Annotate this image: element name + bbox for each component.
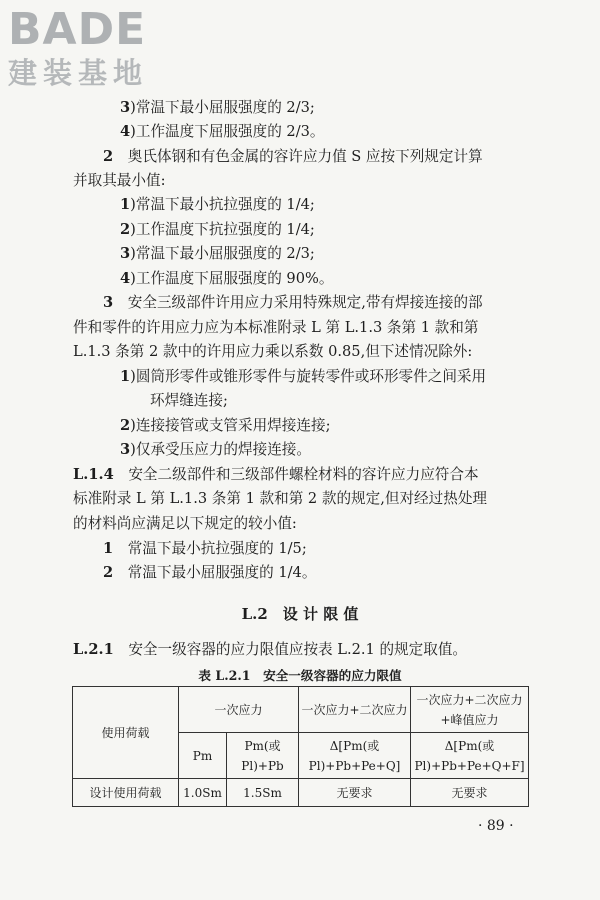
paragraph-line: 3 安全三级部件许用应力采用特殊规定,带有焊接连接的部 xyxy=(103,294,483,311)
section-title: L.2 设 计 限 值 xyxy=(241,605,359,623)
bade-logo xyxy=(8,6,183,90)
list-item: 4)工作温度下屈服强度的 2/3。 xyxy=(120,123,325,140)
subheader-pm-pl-pb: Pm(或 Pl)+Pb xyxy=(227,733,299,779)
page-number: · 89 · xyxy=(478,818,514,834)
list-item: 2 常温下最小屈服强度的 1/4。 xyxy=(103,564,317,581)
subheader-pm: Pm xyxy=(179,733,227,779)
clause-line: 的材料尚应满足以下规定的较小值: xyxy=(73,515,297,532)
logo-wordmark: BADE xyxy=(8,4,147,55)
table-header-row xyxy=(73,687,529,733)
header-primary-secondary: 一次应力+二次应力 xyxy=(299,687,411,733)
cell-v4: 无要求 xyxy=(411,779,529,807)
paragraph-line: 件和零件的许用应力应为本标准附录 L 第 L.1.3 条第 1 款和第 xyxy=(73,319,479,336)
header-primary-secondary-peak: 一次应力+二次应力+峰值应力 xyxy=(411,687,529,733)
list-item: 1 常温下最小抗拉强度的 1/5; xyxy=(103,540,307,557)
cell-v1: 1.0Sm xyxy=(179,779,227,807)
paragraph-line: 并取其最小值: xyxy=(73,172,166,189)
clause-line: L.1.4 安全二级部件和三级部件螺栓材料的容许应力应符合本 xyxy=(73,466,479,483)
subheader-delta-primary-secondary-peak: Δ[Pm(或 Pl)+Pb+Pe+Q+F] xyxy=(411,733,529,779)
stress-limit-table xyxy=(72,686,529,807)
list-item: 3)常温下最小屈服强度的 2/3; xyxy=(120,245,315,262)
logo-subtitle: 建装基地 xyxy=(8,56,149,90)
cell-load: 设计使用荷载 xyxy=(73,779,179,807)
cell-v3: 无要求 xyxy=(299,779,411,807)
paragraph-line: L.1.3 条第 2 款中的许用应力乘以系数 0.85,但下述情况除外: xyxy=(73,343,473,360)
paragraph-line: 2 奥氏体钢和有色金属的容许应力值 S 应按下列规定计算 xyxy=(103,148,483,165)
list-item: 2)工作温度下抗拉强度的 1/4; xyxy=(120,221,315,238)
cell-v2: 1.5Sm xyxy=(227,779,299,807)
table-caption: 表 L.2.1 安全一级容器的应力限值 xyxy=(198,668,402,683)
clause-line: 标准附录 L 第 L.1.3 条第 1 款和第 2 款的规定,但对经过热处理 xyxy=(73,490,488,507)
list-item: 3)常温下最小屈服强度的 2/3; xyxy=(120,99,315,116)
list-item: 2)连接接管或支管采用焊接连接; xyxy=(120,417,331,434)
header-load: 使用荷载 xyxy=(73,687,179,779)
list-item: 3)仅承受压应力的焊接连接。 xyxy=(120,441,311,458)
clause-line: L.2.1 安全一级容器的应力限值应按表 L.2.1 的规定取值。 xyxy=(73,641,468,658)
list-item: 1)常温下最小抗拉强度的 1/4; xyxy=(120,196,315,213)
header-primary: 一次应力 xyxy=(179,687,299,733)
list-item: 1)圆筒形零件或锥形零件与旋转零件或环形零件之间采用 xyxy=(120,368,487,385)
list-item-continuation: 环焊缝连接; xyxy=(150,392,228,409)
list-item: 4)工作温度下屈服强度的 90%。 xyxy=(120,270,334,287)
subheader-delta-primary-secondary: Δ[Pm(或 Pl)+Pb+Pe+Q] xyxy=(299,733,411,779)
table-row xyxy=(73,779,529,807)
